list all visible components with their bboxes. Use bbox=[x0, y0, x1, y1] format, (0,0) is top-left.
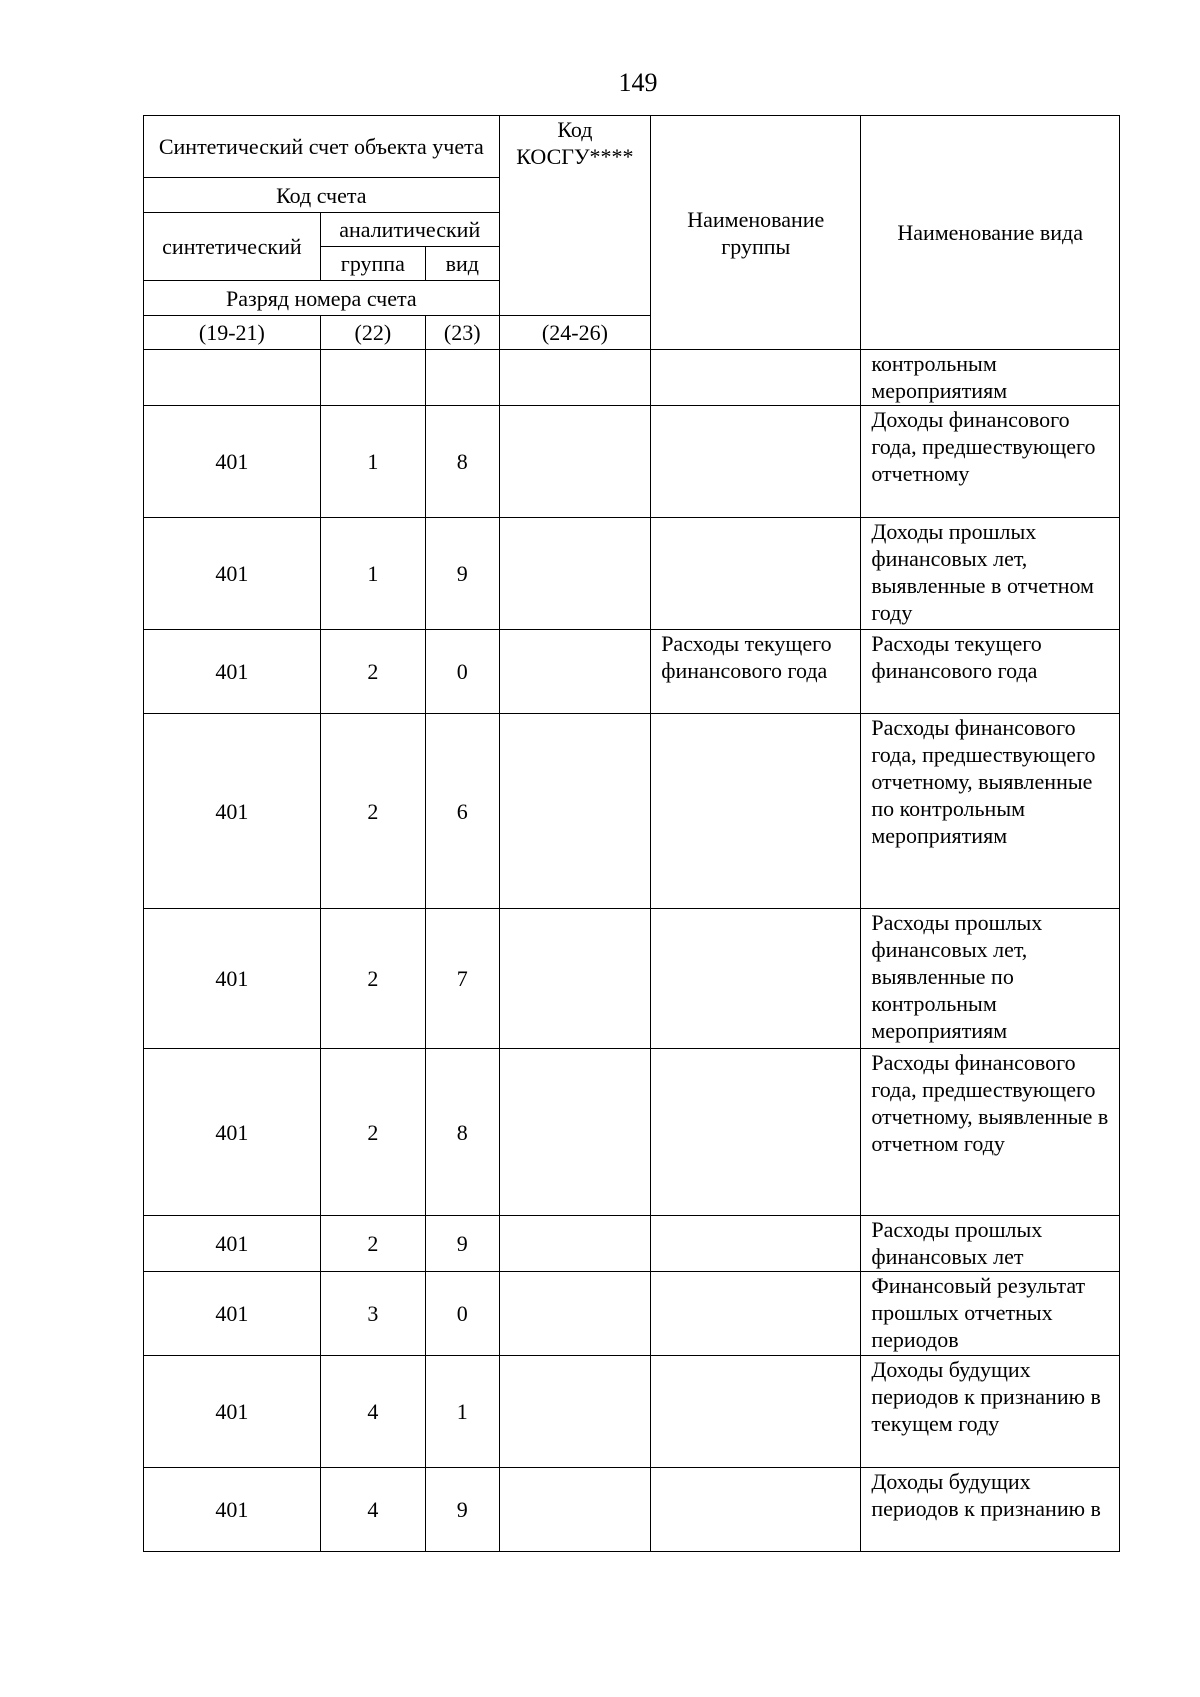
table-row bbox=[144, 350, 1120, 406]
cell-kind-name: Расходы текущего финансового года bbox=[861, 630, 1120, 714]
cell-kind: 0 bbox=[425, 630, 499, 714]
cell-kosgu bbox=[499, 1049, 651, 1216]
cell-group-name bbox=[651, 1272, 861, 1356]
cell-kosgu bbox=[499, 909, 651, 1049]
cell-kind-name: контрольным мероприятиям bbox=[861, 350, 1120, 406]
cell-kind-name: Доходы финансового года, предшествующего отчетному bbox=[861, 406, 1120, 518]
cell-synthetic: 401 bbox=[144, 630, 321, 714]
cell-kosgu bbox=[499, 714, 651, 909]
cell-group: 2 bbox=[320, 1216, 425, 1272]
cell-kind-name: Доходы будущих периодов к признанию в текущем году bbox=[861, 1356, 1120, 1468]
cell-kind: 7 bbox=[425, 909, 499, 1049]
header-synthetic: синтетический bbox=[144, 213, 321, 281]
header-group-name: Наименование группы bbox=[651, 116, 861, 350]
page-number: 149 bbox=[618, 68, 658, 97]
cell-kosgu bbox=[499, 1468, 651, 1552]
table-row bbox=[144, 714, 1120, 909]
header-col-19-21: (19-21) bbox=[144, 316, 321, 350]
table-row bbox=[144, 630, 1120, 714]
cell-group-name: Расходы текущего финансового года bbox=[651, 630, 861, 714]
cell-synthetic bbox=[144, 350, 321, 406]
cell-kosgu bbox=[499, 518, 651, 630]
table-row bbox=[144, 1468, 1120, 1552]
cell-group: 4 bbox=[320, 1468, 425, 1552]
cell-kind-name: Финансовый результат прошлых отчетных периодов bbox=[861, 1272, 1120, 1356]
cell-kind: 6 bbox=[425, 714, 499, 909]
cell-kind-name: Доходы будущих периодов к признанию в bbox=[861, 1468, 1120, 1552]
cell-kosgu bbox=[499, 406, 651, 518]
cell-synthetic: 401 bbox=[144, 1468, 321, 1552]
cell-kosgu bbox=[499, 1216, 651, 1272]
cell-group-name bbox=[651, 909, 861, 1049]
cell-group-name bbox=[651, 1216, 861, 1272]
header-digit: Разряд номера счета bbox=[144, 281, 500, 316]
cell-kind-name: Расходы прошлых финансовых лет bbox=[861, 1216, 1120, 1272]
cell-kind: 8 bbox=[425, 1049, 499, 1216]
table-row bbox=[144, 1272, 1120, 1356]
cell-kind: 8 bbox=[425, 406, 499, 518]
table-row bbox=[144, 1216, 1120, 1272]
table-row bbox=[144, 1356, 1120, 1468]
cell-kind: 9 bbox=[425, 518, 499, 630]
header-analytic: аналитический bbox=[320, 213, 499, 247]
cell-group: 2 bbox=[320, 909, 425, 1049]
cell-group: 1 bbox=[320, 518, 425, 630]
header-synthetic-account: Синтетический счет объекта учета bbox=[144, 116, 500, 178]
cell-group-name bbox=[651, 1356, 861, 1468]
cell-kind: 0 bbox=[425, 1272, 499, 1356]
table-row bbox=[144, 909, 1120, 1049]
cell-synthetic: 401 bbox=[144, 714, 321, 909]
cell-group-name bbox=[651, 1468, 861, 1552]
header-kind-name: Наименование вида bbox=[861, 116, 1120, 350]
table-row bbox=[144, 406, 1120, 518]
cell-kind bbox=[425, 350, 499, 406]
cell-synthetic: 401 bbox=[144, 406, 321, 518]
cell-synthetic: 401 bbox=[144, 1049, 321, 1216]
cell-synthetic: 401 bbox=[144, 1272, 321, 1356]
cell-group-name bbox=[651, 714, 861, 909]
accounts-table bbox=[143, 115, 1120, 1552]
cell-synthetic: 401 bbox=[144, 1356, 321, 1468]
header-account-code: Код счета bbox=[144, 178, 500, 213]
header-col-22: (22) bbox=[320, 316, 425, 350]
cell-kind-name: Расходы финансового года, предшествующего отчетному, выявленные в отчетном году bbox=[861, 1049, 1120, 1216]
table-row bbox=[144, 1049, 1120, 1216]
header-kind: вид bbox=[425, 247, 499, 281]
cell-kosgu bbox=[499, 1272, 651, 1356]
cell-synthetic: 401 bbox=[144, 1216, 321, 1272]
cell-group: 1 bbox=[320, 406, 425, 518]
cell-kosgu bbox=[499, 630, 651, 714]
cell-kind: 1 bbox=[425, 1356, 499, 1468]
cell-group: 2 bbox=[320, 1049, 425, 1216]
header-col-23: (23) bbox=[425, 316, 499, 350]
cell-group-name bbox=[651, 406, 861, 518]
cell-kind-name: Доходы прошлых финансовых лет, выявленные в отчетном году bbox=[861, 518, 1120, 630]
cell-kind: 9 bbox=[425, 1216, 499, 1272]
cell-group-name bbox=[651, 350, 861, 406]
cell-group: 3 bbox=[320, 1272, 425, 1356]
cell-group-name bbox=[651, 518, 861, 630]
header-group: группа bbox=[320, 247, 425, 281]
cell-group: 2 bbox=[320, 630, 425, 714]
table-row bbox=[144, 518, 1120, 630]
cell-group: 4 bbox=[320, 1356, 425, 1468]
cell-kind-name: Расходы финансового года, предшествующего отчетному, выявленные по контрольным мероприятиям bbox=[861, 714, 1120, 909]
cell-group: 2 bbox=[320, 714, 425, 909]
cell-synthetic: 401 bbox=[144, 909, 321, 1049]
cell-synthetic: 401 bbox=[144, 518, 321, 630]
cell-group-name bbox=[651, 1049, 861, 1216]
cell-kosgu bbox=[499, 1356, 651, 1468]
header-col-24-26: (24-26) bbox=[499, 316, 651, 350]
cell-kind-name: Расходы прошлых финансовых лет, выявленные по контрольным мероприятиям bbox=[861, 909, 1120, 1049]
header-kosgu: Код КОСГУ**** bbox=[499, 116, 651, 316]
cell-group bbox=[320, 350, 425, 406]
cell-kind: 9 bbox=[425, 1468, 499, 1552]
cell-kosgu bbox=[499, 350, 651, 406]
